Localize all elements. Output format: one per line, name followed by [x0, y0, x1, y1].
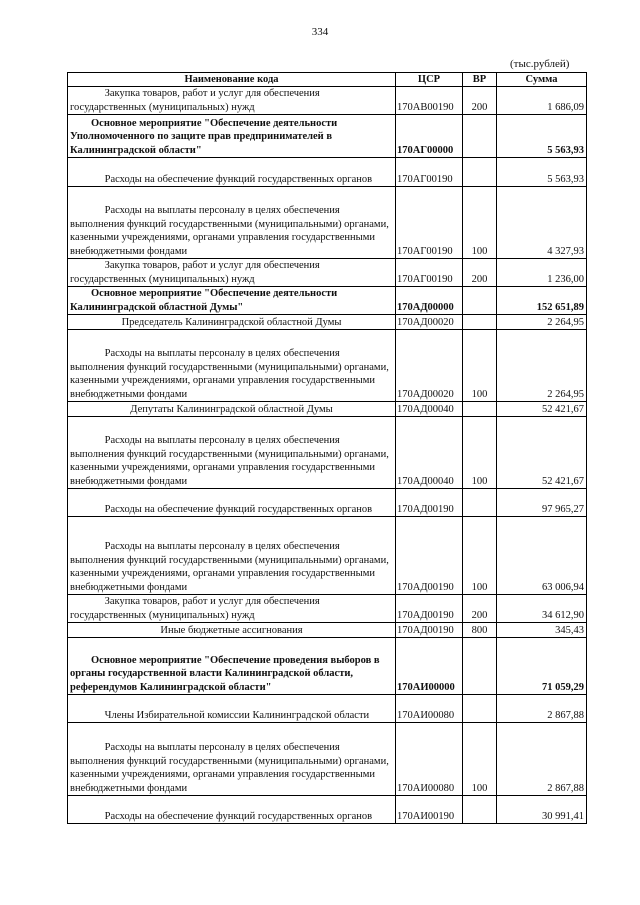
- row-sum: 1 686,09: [497, 87, 587, 115]
- row-vr: [463, 158, 497, 187]
- table-row: [68, 330, 587, 402]
- row-csr: 170АД00040: [396, 417, 463, 489]
- row-sum: 97 965,27: [497, 489, 587, 517]
- row-name: Основное мероприятие "Обеспечение деятельности Уполномоченного по защите прав предпринимателей в Калининградской области": [70, 117, 338, 156]
- row-name: Закупка товаров, работ и услуг для обеспечения государственных (муниципальных) нужд: [70, 88, 320, 113]
- table-row: [68, 417, 587, 489]
- table-row: [68, 287, 587, 315]
- row-vr: 100: [463, 517, 497, 595]
- row-sum: 63 006,94: [497, 517, 587, 595]
- row-csr: 170АГ00190: [396, 187, 463, 259]
- row-csr: 170АГ00000: [396, 115, 463, 158]
- row-vr: 100: [463, 417, 497, 489]
- row-name: Расходы на выплаты персоналу в целях обеспечения выполнения функций государственными (муниципальными) органами, казенными учреждениями, органами управления государственными внебюджетными фондами: [70, 205, 389, 257]
- row-vr: [463, 115, 497, 158]
- table-row: [68, 87, 587, 115]
- row-sum: 5 563,93: [497, 158, 587, 187]
- table-row: [68, 695, 587, 723]
- row-csr: 170АИ00190: [396, 796, 463, 824]
- row-csr: 170АД00190: [396, 517, 463, 595]
- row-name: Члены Избирательной комиссии Калининградской области: [104, 709, 370, 721]
- row-vr: [463, 402, 497, 417]
- table-row: [68, 623, 587, 638]
- row-csr: 170АИ00080: [396, 695, 463, 723]
- header-name: Наименование кода: [68, 73, 396, 87]
- row-sum: 30 991,41: [497, 796, 587, 824]
- table-row: [68, 402, 587, 417]
- row-sum: 34 612,90: [497, 595, 587, 623]
- row-name: Расходы на выплаты персоналу в целях обеспечения выполнения функций государственными (муниципальными) органами, казенными учреждениями, органами управления государственными внебюджетными фондами: [70, 435, 389, 487]
- row-csr: 170АД00190: [396, 489, 463, 517]
- row-name: Расходы на выплаты персоналу в целях обеспечения выполнения функций государственными (муниципальными) органами, казенными учреждениями, органами управления государственными внебюджетными фондами: [70, 348, 389, 400]
- header-csr: ЦСР: [396, 73, 463, 87]
- table-row: [68, 796, 587, 824]
- row-csr: 170АГ00190: [396, 158, 463, 187]
- row-name: Основное мероприятие "Обеспечение проведения выборов в органы государственной власти Калининградской области, референдумов Калининградской области": [70, 654, 380, 693]
- row-sum: 2 867,88: [497, 695, 587, 723]
- row-sum: 2 264,95: [497, 330, 587, 402]
- row-vr: [463, 315, 497, 330]
- table-header-row: [68, 73, 587, 87]
- row-csr: 170АД00190: [396, 623, 463, 638]
- row-csr: 170АИ00080: [396, 723, 463, 796]
- header-sum: Сумма: [497, 73, 587, 87]
- row-name: Расходы на обеспечение функций государственных органов: [104, 810, 373, 822]
- page-number: 334: [311, 26, 329, 38]
- row-csr: 170АИ00000: [396, 638, 463, 695]
- row-csr: 170АД00020: [396, 330, 463, 402]
- row-sum: 2 264,95: [497, 315, 587, 330]
- row-sum: 2 867,88: [497, 723, 587, 796]
- row-vr: [463, 489, 497, 517]
- row-vr: 100: [463, 723, 497, 796]
- row-name: Депутаты Калининградской областной Думы: [130, 403, 333, 415]
- units-label: (тыс.рублей): [510, 58, 570, 70]
- row-name: Расходы на выплаты персоналу в целях обеспечения выполнения функций государственными (муниципальными) органами, казенными учреждениями, органами управления государственными внебюджетными фондами: [70, 742, 389, 794]
- row-name: Основное мероприятие "Обеспечение деятельности Калининградской областной Думы": [70, 288, 338, 313]
- table-row: [68, 158, 587, 187]
- row-sum: 52 421,67: [497, 402, 587, 417]
- row-vr: [463, 287, 497, 315]
- row-name: Расходы на обеспечение функций государственных органов: [104, 503, 373, 515]
- row-vr: 200: [463, 87, 497, 115]
- header-vr: ВР: [463, 73, 497, 87]
- row-sum: 4 327,93: [497, 187, 587, 259]
- row-sum: 345,43: [497, 623, 587, 638]
- budget-table: [67, 72, 587, 824]
- row-name: Расходы на выплаты персоналу в целях обеспечения выполнения функций государственными (муниципальными) органами, казенными учреждениями, органами управления государственными внебюджетными фондами: [70, 541, 389, 593]
- row-csr: 170АД00020: [396, 315, 463, 330]
- table-row: [68, 489, 587, 517]
- row-name: Закупка товаров, работ и услуг для обеспечения государственных (муниципальных) нужд: [70, 596, 320, 621]
- row-vr: [463, 638, 497, 695]
- row-vr: 800: [463, 623, 497, 638]
- row-vr: 100: [463, 187, 497, 259]
- table-row: [68, 595, 587, 623]
- row-vr: 100: [463, 330, 497, 402]
- row-name: Закупка товаров, работ и услуг для обеспечения государственных (муниципальных) нужд: [70, 260, 320, 285]
- row-sum: 5 563,93: [497, 115, 587, 158]
- row-sum: 152 651,89: [497, 287, 587, 315]
- row-csr: 170АГ00190: [396, 259, 463, 287]
- table-row: [68, 259, 587, 287]
- row-sum: 1 236,00: [497, 259, 587, 287]
- table-row: [68, 723, 587, 796]
- row-vr: 200: [463, 595, 497, 623]
- table-row: [68, 187, 587, 259]
- row-sum: 71 059,29: [497, 638, 587, 695]
- row-csr: 170АД00000: [396, 287, 463, 315]
- row-csr: 170АД00040: [396, 402, 463, 417]
- row-vr: [463, 796, 497, 824]
- row-csr: 170АВ00190: [396, 87, 463, 115]
- row-name: Председатель Калининградской областной Думы: [121, 316, 342, 328]
- row-vr: 200: [463, 259, 497, 287]
- row-sum: 52 421,67: [497, 417, 587, 489]
- row-csr: 170АД00190: [396, 595, 463, 623]
- table-row: [68, 315, 587, 330]
- row-name: Иные бюджетные ассигнования: [160, 624, 303, 636]
- row-name: Расходы на обеспечение функций государственных органов: [104, 173, 373, 185]
- table-row: [68, 517, 587, 595]
- table-row: [68, 638, 587, 695]
- row-vr: [463, 695, 497, 723]
- table-row: [68, 115, 587, 158]
